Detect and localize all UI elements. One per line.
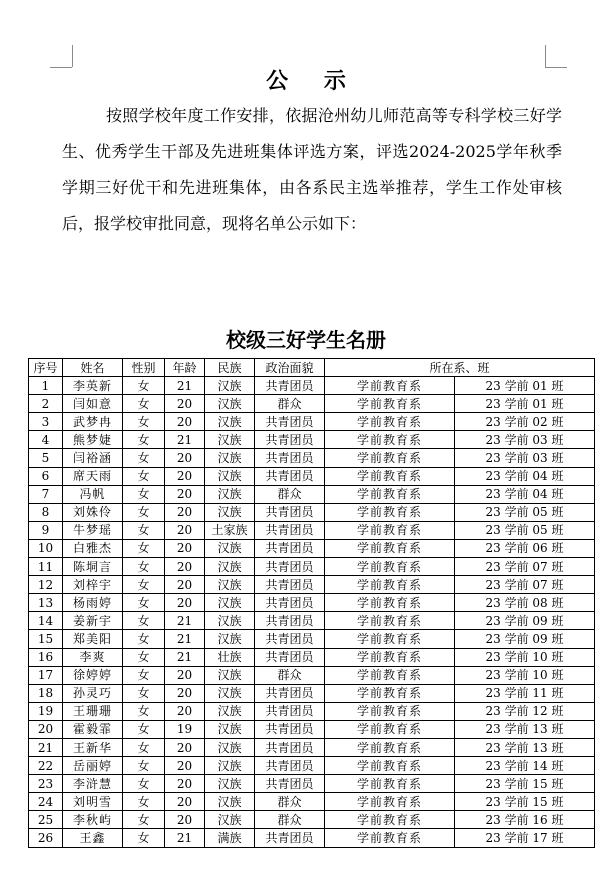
cell-dept: 学前教育系 [325,648,455,666]
cell-name: 闫裕涵 [63,449,123,467]
table-row [29,648,595,666]
cell-age: 19 [165,720,205,738]
cell-age: 20 [165,521,205,539]
cell-ethnicity: 土家族 [205,521,255,539]
cell-gender: 女 [123,521,165,539]
cell-ethnicity: 汉族 [205,395,255,413]
cell-no: 23 [29,775,63,793]
cell-name: 郑美阳 [63,630,123,648]
cell-class: 23 学前 09 班 [455,630,595,648]
cell-ethnicity: 汉族 [205,612,255,630]
cell-ethnicity: 满族 [205,829,255,847]
cell-no: 1 [29,377,63,395]
notice-title: 公 示 [266,68,360,94]
cell-age: 20 [165,449,205,467]
cell-political: 共青团员 [255,377,325,395]
cell-dept: 学前教育系 [325,395,455,413]
cell-no: 21 [29,738,63,756]
cell-gender: 女 [123,485,165,503]
cell-class: 23 学前 12 班 [455,702,595,720]
cell-age: 20 [165,558,205,576]
cell-dept: 学前教育系 [325,503,455,521]
cell-political: 共青团员 [255,684,325,702]
cell-political: 共青团员 [255,558,325,576]
cell-age: 20 [165,503,205,521]
cell-no: 2 [29,395,63,413]
table-row [29,377,595,395]
cell-political: 共青团员 [255,521,325,539]
cell-political: 共青团员 [255,738,325,756]
cell-ethnicity: 汉族 [205,539,255,557]
cell-gender: 女 [123,594,165,612]
cell-name: 王珊珊 [63,702,123,720]
cell-ethnicity: 汉族 [205,377,255,395]
cell-ethnicity: 汉族 [205,413,255,431]
cell-political: 群众 [255,811,325,829]
table-row [29,467,595,485]
table-row [29,395,595,413]
cell-political: 共青团员 [255,503,325,521]
cell-dept: 学前教育系 [325,485,455,503]
cell-dept: 学前教育系 [325,377,455,395]
cell-dept: 学前教育系 [325,558,455,576]
cell-dept: 学前教育系 [325,594,455,612]
cell-age: 20 [165,413,205,431]
cell-name: 岳丽婷 [63,757,123,775]
cell-political: 共青团员 [255,467,325,485]
cell-dept: 学前教育系 [325,449,455,467]
cell-gender: 女 [123,757,165,775]
roster-table [28,358,595,848]
cell-no: 19 [29,702,63,720]
cell-class: 23 学前 15 班 [455,775,595,793]
cell-political: 群众 [255,485,325,503]
cell-ethnicity: 汉族 [205,757,255,775]
cell-name: 闫如意 [63,395,123,413]
cell-no: 11 [29,558,63,576]
cell-age: 20 [165,576,205,594]
cell-class: 23 学前 17 班 [455,829,595,847]
cell-class: 23 学前 01 班 [455,377,595,395]
cell-gender: 女 [123,829,165,847]
cell-name: 李爽 [63,648,123,666]
cell-political: 共青团员 [255,775,325,793]
table-row [29,539,595,557]
cell-class: 23 学前 06 班 [455,539,595,557]
cell-gender: 女 [123,793,165,811]
cell-gender: 女 [123,558,165,576]
cell-class: 23 学前 08 班 [455,594,595,612]
cell-age: 20 [165,594,205,612]
cell-age: 20 [165,811,205,829]
cell-ethnicity: 汉族 [205,738,255,756]
cell-political: 共青团员 [255,449,325,467]
cell-no: 25 [29,811,63,829]
roster-body [29,377,595,847]
cell-age: 20 [165,467,205,485]
table-row [29,793,595,811]
cell-age: 20 [165,757,205,775]
table-row [29,775,595,793]
cell-dept: 学前教育系 [325,539,455,557]
cell-name: 熊梦婕 [63,431,123,449]
cell-political: 共青团员 [255,539,325,557]
table-row [29,503,595,521]
cell-dept: 学前教育系 [325,684,455,702]
cell-gender: 女 [123,775,165,793]
table-row [29,413,595,431]
roster-title: 校级三好学生名册 [226,328,386,352]
cell-age: 20 [165,702,205,720]
cell-age: 21 [165,377,205,395]
cell-class: 23 学前 15 班 [455,793,595,811]
cell-ethnicity: 汉族 [205,558,255,576]
cell-political: 共青团员 [255,576,325,594]
cell-no: 6 [29,467,63,485]
cell-dept: 学前教育系 [325,738,455,756]
cell-name: 孙灵巧 [63,684,123,702]
cell-class: 23 学前 04 班 [455,485,595,503]
cell-dept: 学前教育系 [325,775,455,793]
cell-class: 23 学前 05 班 [455,503,595,521]
table-row [29,811,595,829]
table-row [29,594,595,612]
cell-dept: 学前教育系 [325,829,455,847]
cell-gender: 女 [123,467,165,485]
cell-no: 22 [29,757,63,775]
cell-age: 21 [165,630,205,648]
header-age: 年龄 [165,359,205,377]
cell-no: 17 [29,666,63,684]
cell-no: 20 [29,720,63,738]
cell-dept: 学前教育系 [325,431,455,449]
cell-age: 20 [165,539,205,557]
cell-dept: 学前教育系 [325,811,455,829]
cell-gender: 女 [123,720,165,738]
cell-no: 9 [29,521,63,539]
cell-name: 王鑫 [63,829,123,847]
cell-name: 刘姝伶 [63,503,123,521]
cell-political: 共青团员 [255,630,325,648]
cell-political: 共青团员 [255,648,325,666]
cell-class: 23 学前 05 班 [455,521,595,539]
header-name: 姓名 [63,359,123,377]
cell-ethnicity: 汉族 [205,811,255,829]
cell-no: 8 [29,503,63,521]
cell-dept: 学前教育系 [325,467,455,485]
cell-name: 李英新 [63,377,123,395]
cell-age: 21 [165,431,205,449]
cell-dept: 学前教育系 [325,521,455,539]
cell-no: 18 [29,684,63,702]
cell-political: 群众 [255,793,325,811]
header-no: 序号 [29,359,63,377]
cell-ethnicity: 汉族 [205,775,255,793]
cell-class: 23 学前 03 班 [455,431,595,449]
table-row [29,666,595,684]
cell-class: 23 学前 10 班 [455,666,595,684]
cell-ethnicity: 汉族 [205,594,255,612]
cell-political: 群众 [255,395,325,413]
cell-ethnicity: 汉族 [205,576,255,594]
cell-name: 刘梓宇 [63,576,123,594]
cell-name: 牛梦瑶 [63,521,123,539]
cell-no: 26 [29,829,63,847]
cell-ethnicity: 汉族 [205,666,255,684]
cell-age: 20 [165,485,205,503]
cell-class: 23 学前 01 班 [455,395,595,413]
cell-political: 共青团员 [255,720,325,738]
cell-class: 23 学前 16 班 [455,811,595,829]
cell-ethnicity: 汉族 [205,431,255,449]
cell-political: 共青团员 [255,702,325,720]
cell-age: 20 [165,738,205,756]
cell-gender: 女 [123,449,165,467]
cell-no: 14 [29,612,63,630]
cell-gender: 女 [123,630,165,648]
cell-name: 杨雨婷 [63,594,123,612]
cell-age: 20 [165,793,205,811]
cell-gender: 女 [123,413,165,431]
cell-age: 21 [165,612,205,630]
cell-gender: 女 [123,648,165,666]
cell-no: 12 [29,576,63,594]
cell-no: 10 [29,539,63,557]
cell-no: 16 [29,648,63,666]
cell-age: 20 [165,684,205,702]
cell-ethnicity: 汉族 [205,503,255,521]
cell-ethnicity: 壮族 [205,648,255,666]
table-row [29,558,595,576]
cell-class: 23 学前 07 班 [455,558,595,576]
table-row [29,449,595,467]
cell-ethnicity: 汉族 [205,630,255,648]
cell-name: 李浒慧 [63,775,123,793]
cell-political: 共青团员 [255,413,325,431]
cell-gender: 女 [123,811,165,829]
cell-dept: 学前教育系 [325,720,455,738]
table-row [29,431,595,449]
table-row [29,720,595,738]
table-row [29,576,595,594]
cell-gender: 女 [123,395,165,413]
cell-ethnicity: 汉族 [205,702,255,720]
cell-no: 3 [29,413,63,431]
cell-ethnicity: 汉族 [205,449,255,467]
cell-dept: 学前教育系 [325,702,455,720]
cell-ethnicity: 汉族 [205,684,255,702]
header-gender: 性别 [123,359,165,377]
cell-gender: 女 [123,503,165,521]
cell-no: 24 [29,793,63,811]
cell-dept: 学前教育系 [325,413,455,431]
cell-name: 刘明雪 [63,793,123,811]
table-row [29,485,595,503]
table-header-row [29,359,595,377]
cell-name: 武梦冉 [63,413,123,431]
header-political: 政治面貌 [255,359,325,377]
cell-no: 13 [29,594,63,612]
cell-class: 23 学前 11 班 [455,684,595,702]
cell-ethnicity: 汉族 [205,793,255,811]
cell-class: 23 学前 07 班 [455,576,595,594]
cell-dept: 学前教育系 [325,630,455,648]
cell-class: 23 学前 10 班 [455,648,595,666]
cell-gender: 女 [123,666,165,684]
cell-class: 23 学前 09 班 [455,612,595,630]
header-ethnicity: 民族 [205,359,255,377]
cell-age: 20 [165,666,205,684]
cell-ethnicity: 汉族 [205,467,255,485]
cell-political: 群众 [255,666,325,684]
cell-gender: 女 [123,576,165,594]
cell-political: 共青团员 [255,829,325,847]
table-row [29,829,595,847]
cell-gender: 女 [123,612,165,630]
cell-class: 23 学前 02 班 [455,413,595,431]
table-row [29,702,595,720]
cell-name: 席天雨 [63,467,123,485]
cell-gender: 女 [123,431,165,449]
table-row [29,612,595,630]
cell-gender: 女 [123,738,165,756]
table-row [29,630,595,648]
cell-age: 21 [165,829,205,847]
cell-age: 20 [165,395,205,413]
cell-age: 21 [165,648,205,666]
cell-gender: 女 [123,539,165,557]
cell-name: 冯帆 [63,485,123,503]
cell-gender: 女 [123,702,165,720]
cell-gender: 女 [123,684,165,702]
cell-dept: 学前教育系 [325,576,455,594]
table-row [29,738,595,756]
header-affiliation: 所在系、班 [325,359,595,377]
cell-no: 5 [29,449,63,467]
cell-name: 李秋屿 [63,811,123,829]
cell-gender: 女 [123,377,165,395]
cell-political: 共青团员 [255,594,325,612]
cell-no: 7 [29,485,63,503]
cell-no: 15 [29,630,63,648]
cell-name: 姜新宇 [63,612,123,630]
table-row [29,521,595,539]
cell-class: 23 学前 13 班 [455,738,595,756]
cell-ethnicity: 汉族 [205,720,255,738]
cell-class: 23 学前 13 班 [455,720,595,738]
cell-dept: 学前教育系 [325,793,455,811]
cell-name: 霍毅霏 [63,720,123,738]
cell-name: 白雅杰 [63,539,123,557]
cell-age: 20 [165,775,205,793]
cell-political: 共青团员 [255,757,325,775]
cell-name: 王新华 [63,738,123,756]
cell-name: 徐婷婷 [63,666,123,684]
cell-no: 4 [29,431,63,449]
cell-dept: 学前教育系 [325,666,455,684]
cell-ethnicity: 汉族 [205,485,255,503]
cell-class: 23 学前 04 班 [455,467,595,485]
cell-name: 陈垌言 [63,558,123,576]
cell-political: 共青团员 [255,431,325,449]
cell-political: 共青团员 [255,612,325,630]
cell-dept: 学前教育系 [325,757,455,775]
table-row [29,684,595,702]
notice-paragraph: 按照学校年度工作安排，依据沧州幼儿师范高等专科学校三好学生、优秀学生干部及先进班集体评选方案，评选2024-2025学年秋季学期三好优干和先进班集体，由各系民主选举推荐，学生工作处审核后，报学校审批同意，现将名单公示如下： [62,106,562,233]
cell-class: 23 学前 14 班 [455,757,595,775]
cell-class: 23 学前 03 班 [455,449,595,467]
cell-dept: 学前教育系 [325,612,455,630]
table-row [29,757,595,775]
